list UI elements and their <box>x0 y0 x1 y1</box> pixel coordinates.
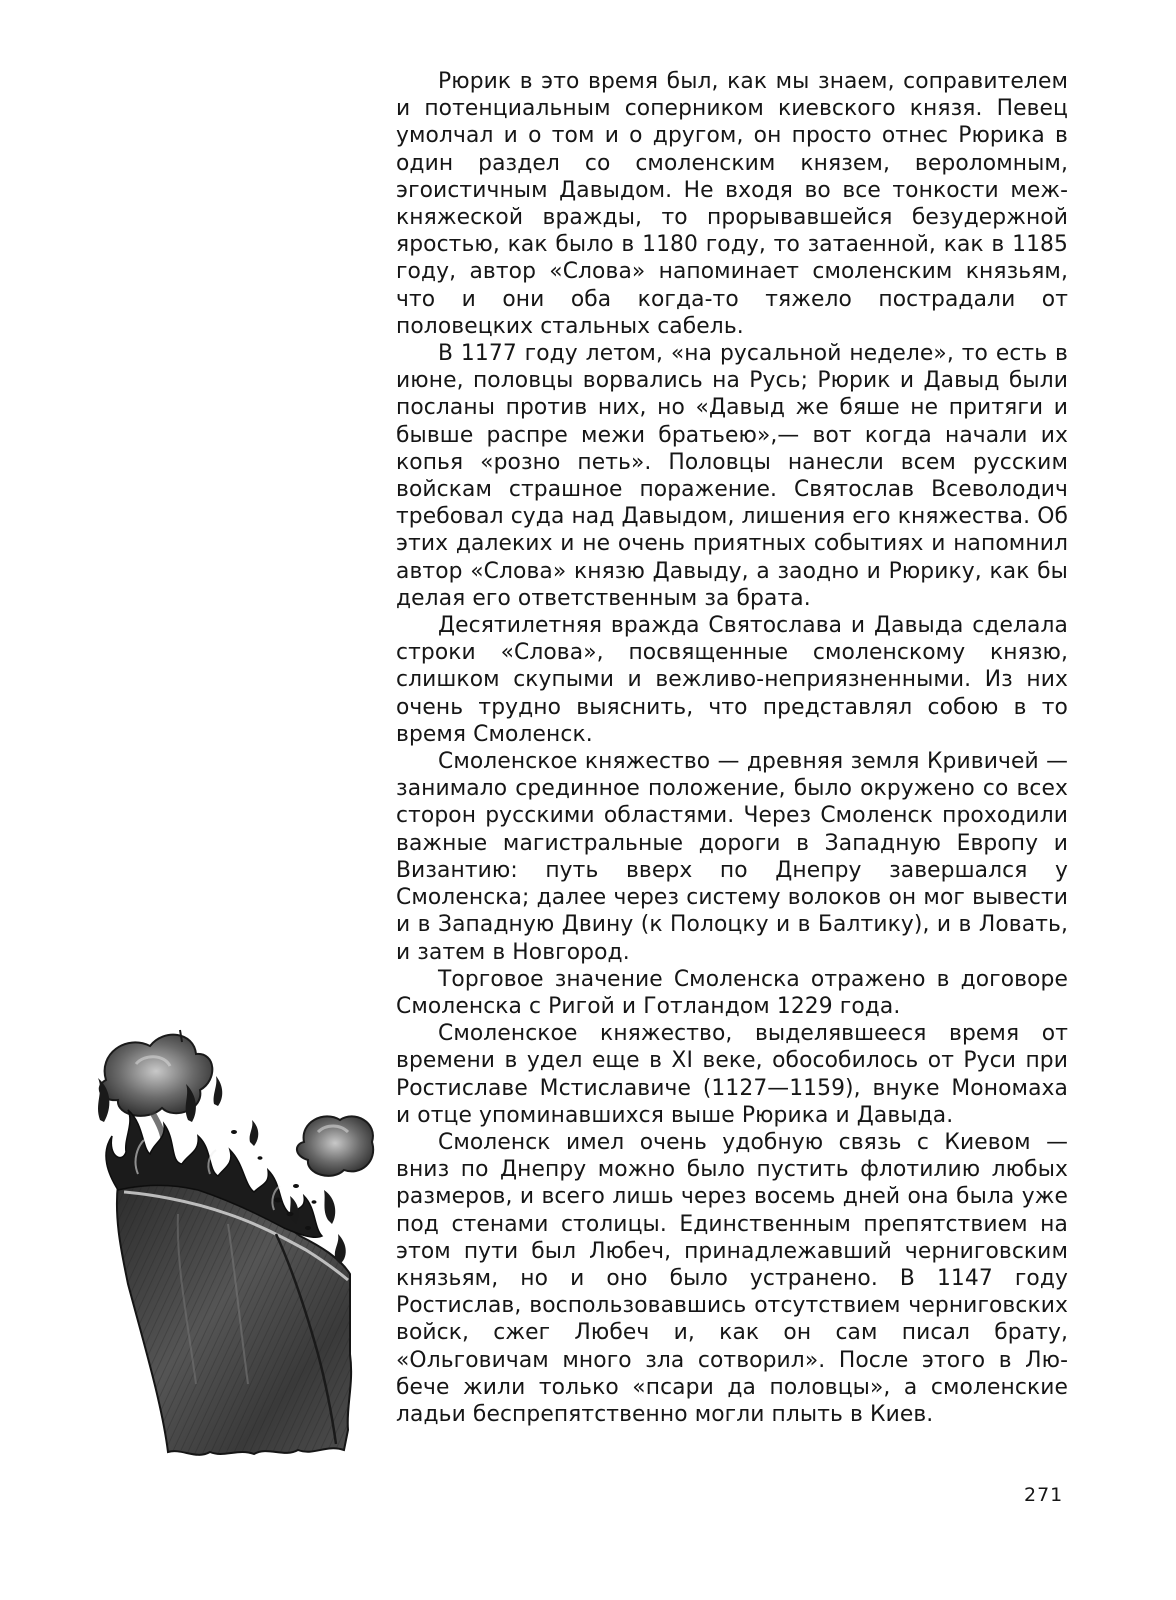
paragraph-5: Торговое значение Смоленска отражено в договоре Смоленска с Ригой и Готландом 1229 года. <box>396 966 1068 1019</box>
burning-hill-illustration-icon <box>78 1024 378 1464</box>
paragraph-2: В 1177 году летом, «на русальной неделе», то есть в июне, половцы ворвались на Русь; Рюрик и Давыд были посланы против них, но «Давыд же бяше не притяги и бывше распре межи братьею»,— вот когда начали их копья «розно петь». Половцы нанесли всем русским войскам страшное поражение. Святослав Всеволодич требовал суда над Давыдом, лишения его княжества. Об этих далеких и не очень приятных событиях и напомнил автор «Слова» князю Давыду, а заодно и Рюрику, как бы делая его ответственным за брата. <box>396 341 1068 611</box>
article-text <box>396 68 1068 1428</box>
paragraph-6: Смоленское княжество, выделявшееся время от времени в удел еще в XI веке, обособилось от Руси при Ростиславе Мстиславиче (1127—1159), внуке Мономаха и отце упоминавшихся выше Рюрика и Давыда. <box>396 1021 1068 1128</box>
paragraph-4: Смоленское княжество — древняя земля Кривичей — занимало срединное положение, было окружено со всех сторон русскими областями. Через Смоленск проходили важные магистральные дороги в Западную Европу и Византию: путь вверх по Днепру завершался у Смоленска; далее через систему волоков он мог вывести и в Западную Двину (к Полоцку и в Балтику), и в Ловать, и затем в Новгород. <box>396 749 1068 965</box>
paragraph-3: Десятилетняя вражда Святослава и Давыда сделала строки «Слова», посвященные смоленскому князю, слишком скупыми и вежливо-неприязненными. Из них очень трудно выяснить, что представлял собою в то время Смоленск. <box>396 613 1068 747</box>
paragraph-1: Рюрик в это время был, как мы знаем, соправителем и потенциальным соперником киевского князя. Певец умолчал и о том и о другом, он просто отнес Рюрика в один раздел со смоленским князем, вероломным, эгоистичным Давыдом. Не входя во все тонкости межкняжеской вражды, то прорывавшейся безудержной яростью, как было в 1180 году, то затаенной, как в 1185 году, автор «Слова» напоминает смоленским князьям, что и они оба когда-то тяжело пострадали от половецких стальных сабель. <box>396 69 1068 339</box>
paragraph-7: Смоленск имел очень удобную связь с Киевом — вниз по Днепру можно было пустить флотилию любых размеров, и всего лишь через восемь дней она была уже под стенами столицы. Единственным препятствием на этом пути был Любеч, принадлежавший черниговским князьям, но и оно было устранено. В 1147 году Ростислав, воспользовавшись отсутствием черниговских войск, сжег Любеч и, как он сам писал брату, «Ольговичам много зла сотворил». После этого в Любече жили только «псари да половцы», а смоленские ладьи беспрепятственно могли плыть в Киев. <box>396 1129 1068 1427</box>
page-number: 271 <box>1024 1484 1064 1506</box>
